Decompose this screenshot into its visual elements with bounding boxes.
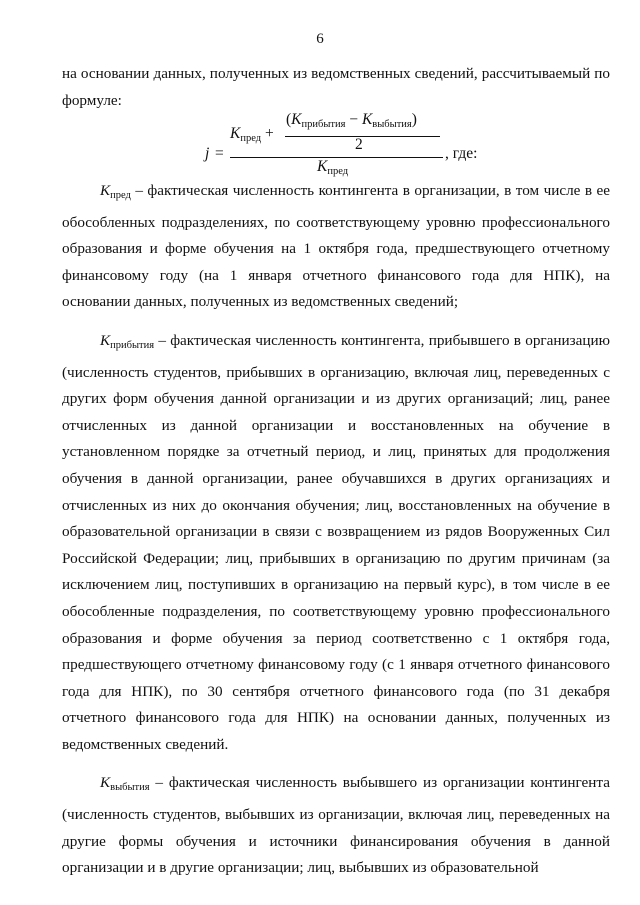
formula-inner-denominator: 2 — [355, 136, 363, 153]
definition-k-arrival: $K_{прибытия}$ – фактическая численность контингента, прибывшего в организацию (численность студентов, прибывших в организацию, включая лиц, переведенных с других форм обучения данной организации и из других организаций; лиц, ранее отчисленных из данной организации и восстановленных на обучение в установленном порядке за отчетный период, и лиц, принятых для продолжения обучения в данной организации, ранее обучавшихся в других организациях и отчисленных из них до окончания обучения; лиц, восстановленных на обучение в образовательной организации в связи с возвращением из рядов Вооруженных Сил Российской Федерации; лиц, прибывших в организацию по другим причинам (за исключением лиц, поступивших в организацию на первый курс), в том числе в ее обособленные подразделения, по соответствующему уровню профессионального образования и форме обучения за период соответственно с 1 октября года, предшествующего отчетному финансовому году (с 1 января отчетного финансового года для НПК), по 30 сентября отчетного финансового года (по 31 декабря отчетного финансового года для НПК) на основании данных, полученных из ведомственных сведений. — [62, 331, 610, 753]
formula-tail: , где: — [445, 145, 478, 162]
definitions — [62, 178, 610, 882]
formula-equals: = — [215, 145, 224, 162]
formula-denominator: $K_{пред}$ — [317, 158, 349, 177]
intro-paragraph: на основании данных, полученных из ведомственных сведений, рассчитываемый по формуле: — [62, 65, 610, 109]
formula-inner-numerator: $(K_{прибытия} - K_{выбытия})$ — [286, 111, 417, 130]
formula-numerator-left: $K_{пред}$ + — [230, 125, 274, 144]
definition-k-departure: $K_{выбытия}$ – фактическая численность выбывшего из организации контингента (численность студентов, выбывших из организации, включая лиц, переведенных на другие формы обучения и источники финансирования обучения в данной организации и в другие организации; лиц, выбывших из образовательной — [62, 774, 610, 877]
page-number: 6 — [316, 31, 324, 47]
formula-lhs: j — [205, 145, 210, 162]
definition-k-pred: $K_{пред}$ – фактическая численность контингента в организации, в том числе в ее обособленных подразделениях, по соответствующему уровню профессионального образования и форме обучения на 1 октября года, предшествующего отчетному финансовому году (на 1 января отчетного финансового года для НПК), на основании данных, полученных из ведомственных сведений; — [62, 182, 610, 311]
